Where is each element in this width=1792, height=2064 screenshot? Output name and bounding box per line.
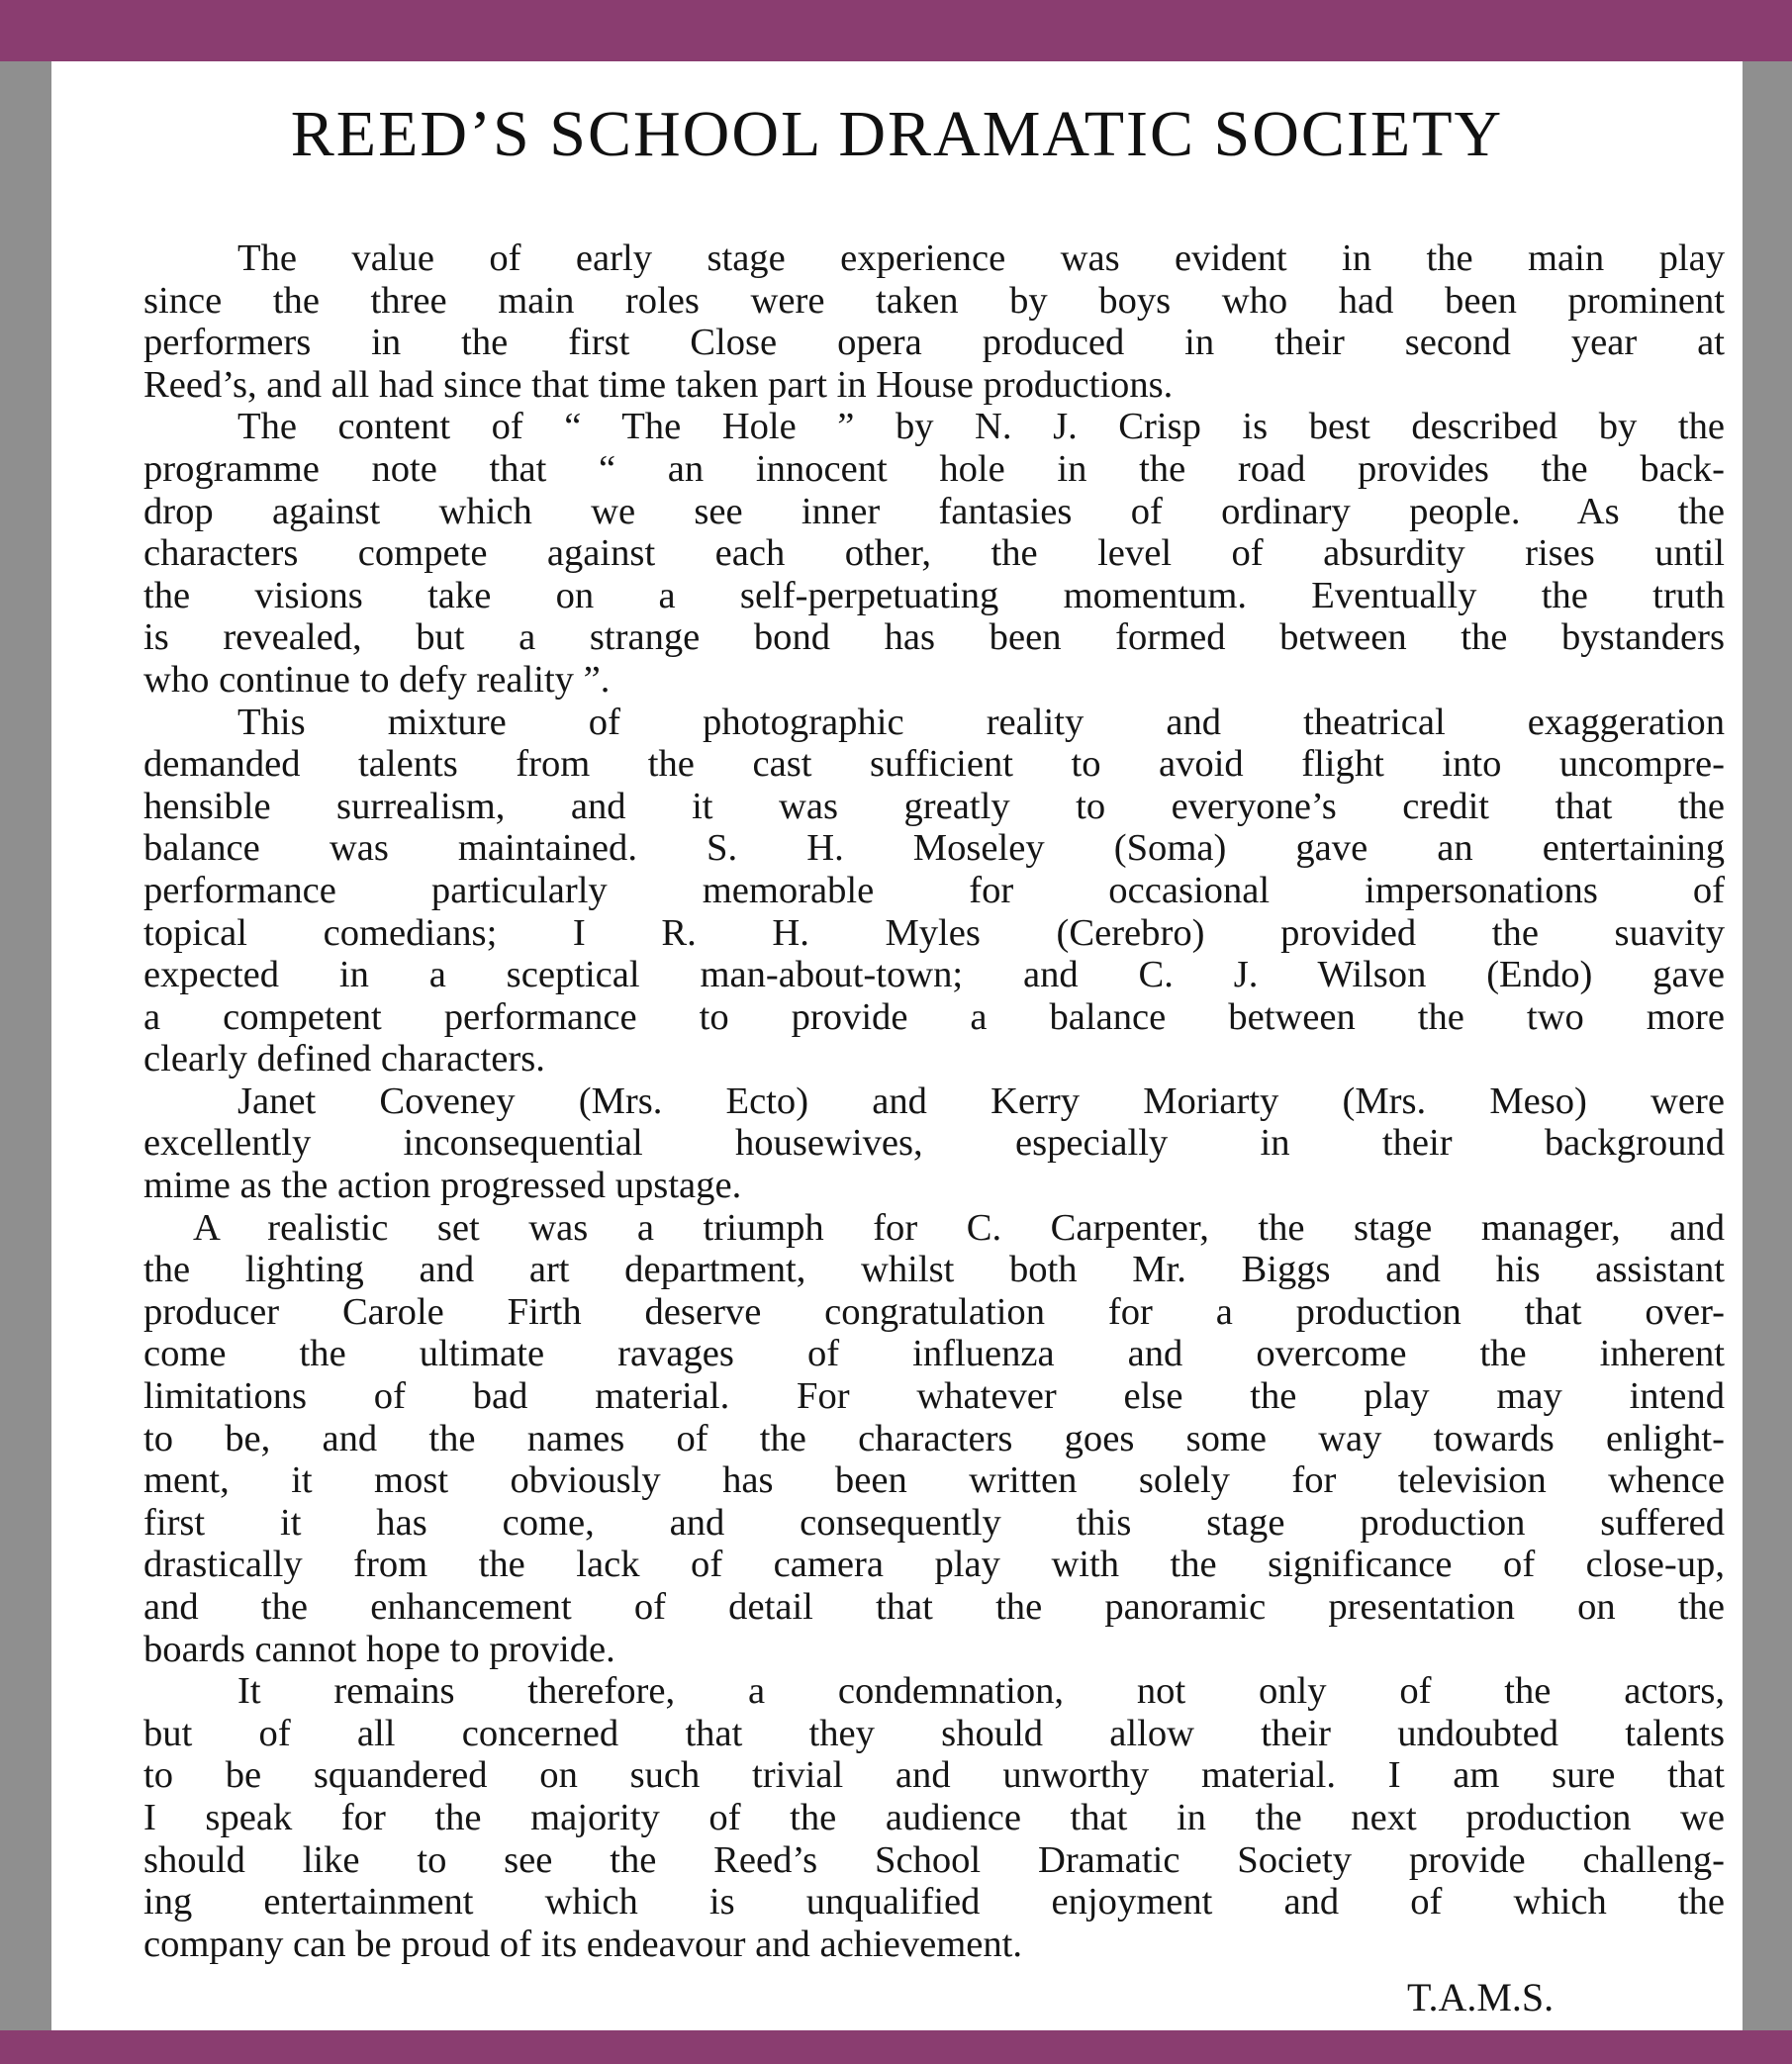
text-line: It remains therefore, a condemnation, not only of the actors, [237,1670,1725,1713]
text-line: Reed’s, and all had since that time taken part in House productions. [143,363,1174,406]
page-title: REED’S SCHOOL DRAMATIC SOCIETY [290,98,1504,170]
text-line: The value of early stage experience was evident in the main play [237,237,1725,279]
text-line: the visions take on a self-perpetuating momentum. Eventually the truth [143,574,1725,616]
text-line: is revealed, but a strange bond has been formed between the bystanders [143,616,1725,659]
text-line: A realistic set was a triumph for C. Carpenter, the stage manager, and [193,1206,1725,1249]
text-line: topical comedians; I R. H. Myles (Cerebro) provided the suavity [143,911,1725,954]
right-border [1743,61,1792,2030]
text-line: demanded talents from the cast sufficient to avoid flight into uncompre- [143,743,1725,786]
page-sheet [51,61,1743,2030]
text-line: limitations of bad material. For whatever else the play may intend [143,1375,1725,1418]
article-body [143,237,1725,1965]
text-line: boards cannot hope to provide. [143,1628,615,1670]
text-line: since the three main roles were taken by boys who had been prominent [143,279,1725,322]
author-signature: T.A.M.S. [1407,1975,1555,2019]
text-line: should like to see the Reed’s School Dramatic Society provide challeng- [143,1838,1725,1881]
text-line: ment, it most obviously has been written solely for television whence [143,1459,1725,1502]
text-line: come the ultimate ravages of influenza and overcome the inherent [143,1333,1725,1375]
text-line: characters compete against each other, the level of absurdity rises until [143,532,1725,575]
left-border [0,61,51,2030]
text-line: The content of “ The Hole ” by N. J. Crisp is best described by the [237,406,1725,448]
text-line: excellently inconsequential housewives, especially in their background [143,1122,1725,1165]
text-line: ing entertainment which is unqualified enjoyment and of which the [143,1881,1725,1923]
text-line: the lighting and art department, whilst both Mr. Biggs and his assistant [143,1249,1725,1291]
text-line: a competent performance to provide a balance between the two more [143,995,1725,1038]
text-line: drop against which we see inner fantasies of ordinary people. As the [143,490,1725,532]
text-line: hensible surrealism, and it was greatly to everyone’s credit that the [143,785,1725,827]
text-line: This mixture of photographic reality and theatrical exaggeration [237,701,1725,743]
text-line: performers in the first Close opera produced in their second year at [143,322,1725,364]
text-line: to be, and the names of the characters goes some way towards enlight- [143,1417,1725,1459]
text-line: I speak for the majority of the audience that in the next production we [143,1796,1725,1838]
text-line: who continue to defy reality ”. [143,658,611,701]
text-line: company can be proud of its endeavour and achievement. [143,1923,1023,1965]
text-line: to be squandered on such trivial and unworthy material. I am sure that [143,1754,1725,1797]
text-line: drastically from the lack of camera play with the significance of close-up, [143,1544,1725,1586]
text-line: performance particularly memorable for occasional impersonations of [143,869,1725,911]
text-line: mime as the action progressed upstage. [143,1165,742,1207]
text-line: programme note that “ an innocent hole in the road provides the back- [143,447,1725,490]
text-line: Janet Coveney (Mrs. Ecto) and Kerry Moriarty (Mrs. Meso) were [237,1079,1725,1122]
text-line: balance was maintained. S. H. Moseley (Soma) gave an entertaining [143,827,1725,870]
text-line: and the enhancement of detail that the panoramic presentation on the [143,1586,1725,1628]
text-line: producer Carole Firth deserve congratulation for a production that over- [143,1290,1725,1333]
text-line: but of all concerned that they should allow their undoubted talents [143,1712,1725,1754]
top-border [0,0,1792,61]
bottom-border [0,2030,1792,2064]
text-line: first it has come, and consequently this stage production suffered [143,1501,1725,1544]
text-line: clearly defined characters. [143,1038,545,1080]
text-line: expected in a sceptical man-about-town; and C. J. Wilson (Endo) gave [143,954,1725,996]
